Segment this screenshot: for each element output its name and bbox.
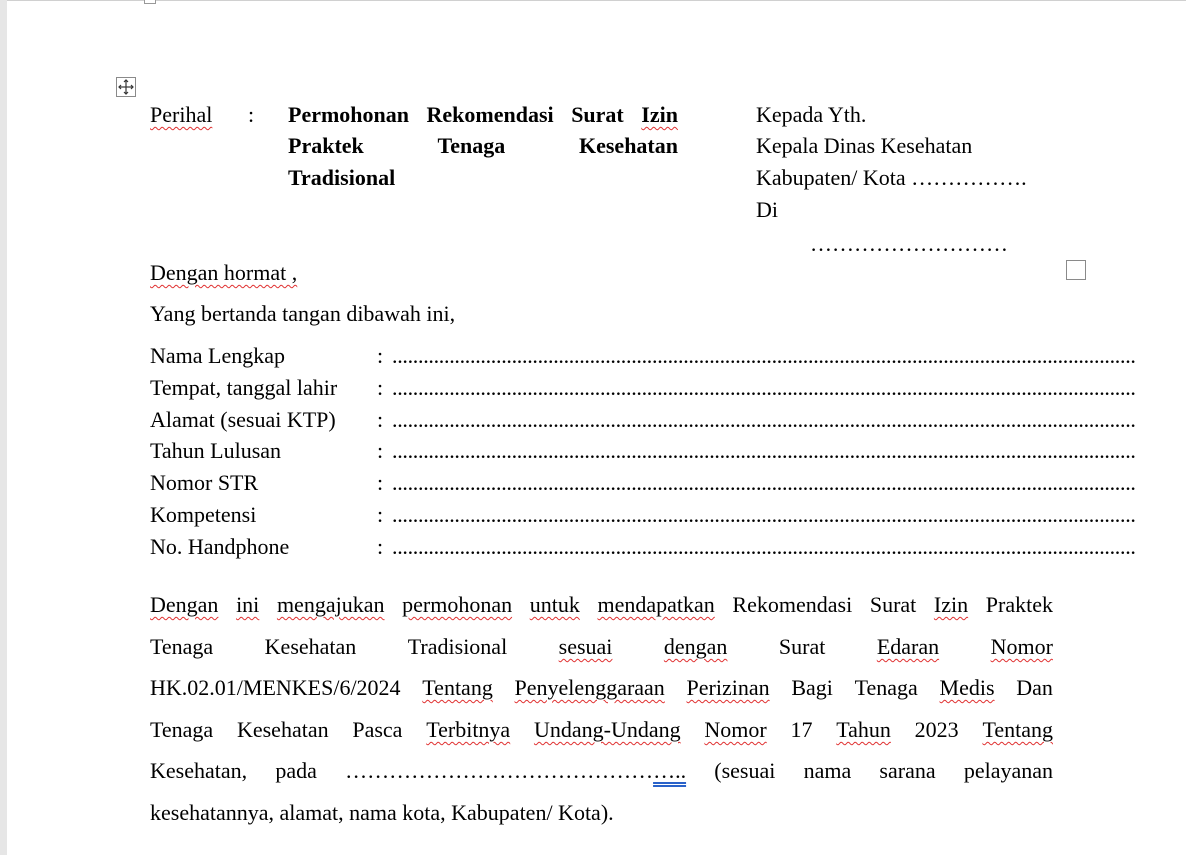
body-word: Izin: [933, 592, 969, 617]
recipient-line-1: Kepada Yth.: [756, 102, 867, 127]
body-word: Kesehatan,: [150, 758, 248, 783]
field-input-kompetensi[interactable]: ...............................................................................................................................................: [392, 502, 1136, 527]
field-input-str[interactable]: ...............................................................................................................................................: [392, 470, 1136, 495]
field-input-alamat[interactable]: ...............................................................................................................................................: [392, 407, 1136, 432]
field-colon: :: [377, 502, 384, 527]
recipient-line-3: Kabupaten/ Kota …………….: [756, 165, 1027, 190]
field-label-nama: Nama Lengkap: [150, 343, 285, 368]
body-word: Perizinan: [686, 675, 770, 700]
field-colon: :: [377, 407, 384, 432]
body-line-2: [150, 632, 1053, 662]
body-word: mendapatkan: [597, 592, 715, 617]
subject-word: Praktek: [288, 133, 364, 158]
subject-line-2: [288, 131, 678, 161]
body-word: Tenaga: [150, 634, 214, 659]
field-input-ttl[interactable]: ...............................................................................................................................................: [392, 375, 1136, 400]
field-label-handphone: No. Handphone: [150, 534, 290, 559]
body-word: Dengan: [150, 592, 219, 617]
field-colon: :: [377, 375, 384, 400]
subject-word: Surat: [571, 102, 624, 127]
body-word: Nomor: [990, 634, 1053, 659]
body-word: (sesuai: [714, 758, 776, 783]
recipient-line-2: Kepala Dinas Kesehatan: [756, 133, 973, 158]
body-word: Tentang: [982, 717, 1053, 742]
body-word: Nomor: [704, 717, 767, 742]
page-edge: [0, 0, 7, 855]
greeting: Dengan hormat ,: [150, 260, 298, 285]
field-label-alamat: Alamat (sesuai KTP): [150, 407, 336, 432]
body-word: Rekomendasi: [732, 592, 853, 617]
body-word: ini: [236, 592, 260, 617]
placeholder-dots-main: ……………………………………: [345, 758, 654, 783]
body-word: Terbitnya: [426, 717, 511, 742]
body-word: Kesehatan: [264, 634, 357, 659]
body-word: dengan: [663, 634, 728, 659]
recipient-line-4: Di: [756, 197, 778, 222]
body-word: Dan: [1016, 675, 1053, 700]
body-word: mengajukan: [276, 592, 385, 617]
intro-line: Yang bertanda tangan dibawah ini,: [150, 301, 456, 326]
body-word: Tenaga: [150, 717, 214, 742]
field-label-ttl: Tempat, tanggal lahir: [150, 375, 338, 400]
body-word: Surat: [778, 634, 826, 659]
body-word: 2023: [914, 717, 959, 742]
body-word: Tahun: [836, 717, 891, 742]
body-word: Tenaga: [854, 675, 918, 700]
margin-marker: [144, 0, 156, 4]
body-line-1: [150, 590, 1053, 620]
body-word: nama: [803, 758, 852, 783]
body-word: Surat: [869, 592, 917, 617]
recipient-line-5: ………………………: [810, 231, 1008, 256]
move-arrows-icon[interactable]: [116, 77, 136, 97]
body-word: 17: [790, 717, 813, 742]
body-word: sesuai: [558, 634, 613, 659]
field-colon: :: [377, 343, 384, 368]
body-word: untuk: [529, 592, 580, 617]
body-word: sarana: [879, 758, 936, 783]
placeholder-dots: [345, 756, 686, 786]
body-word: Undang-Undang: [533, 717, 681, 742]
subject-word: Izin: [641, 102, 678, 127]
field-colon: :: [377, 438, 384, 463]
body-word: Pasca: [352, 717, 403, 742]
body-word: Medis: [939, 675, 995, 700]
body-word: Tradisional: [407, 634, 508, 659]
body-word: Praktek: [985, 592, 1053, 617]
subject-word: Tenaga: [437, 133, 506, 158]
subject-word: Permohonan: [288, 102, 409, 127]
subject-line-3: Tradisional: [288, 165, 396, 190]
body-word: Edaran: [876, 634, 940, 659]
body-word: pelayanan: [963, 758, 1053, 783]
field-label-tahun: Tahun Lulusan: [150, 438, 282, 463]
body-word: HK.02.01/MENKES/6/2024: [150, 675, 401, 700]
body-line-4: [150, 715, 1053, 745]
body-word: pada: [275, 758, 317, 783]
body-line-6: kesehatannya, alamat, nama kota, Kabupaten/ Kota).: [150, 800, 614, 825]
subject-line-1: [288, 100, 678, 130]
placeholder-dots-marked: …..: [653, 758, 687, 783]
field-label-kompetensi: Kompetensi: [150, 502, 257, 527]
subject-word: Rekomendasi: [426, 102, 554, 127]
field-input-handphone[interactable]: ...............................................................................................................................................: [392, 534, 1136, 559]
field-input-nama[interactable]: ...............................................................................................................................................: [392, 343, 1136, 368]
body-word: Penyelenggaraan: [514, 675, 665, 700]
field-label-str: Nomor STR: [150, 470, 259, 495]
perihal-label: Perihal: [150, 102, 213, 127]
body-word: permohonan: [402, 592, 513, 617]
field-colon: :: [377, 470, 384, 495]
subject-word: Kesehatan: [578, 133, 678, 158]
body-word: Bagi: [791, 675, 833, 700]
field-colon: :: [377, 534, 384, 559]
body-word: Kesehatan: [236, 717, 329, 742]
body-line-3: [150, 673, 1053, 703]
perihal-colon: :: [248, 102, 255, 127]
field-input-tahun[interactable]: ...............................................................................................................................................: [392, 438, 1136, 463]
checkbox-icon[interactable]: [1066, 260, 1086, 280]
body-word: Tentang: [422, 675, 493, 700]
body-line-5: [150, 756, 1053, 786]
page-top-edge: [7, 0, 1186, 1]
